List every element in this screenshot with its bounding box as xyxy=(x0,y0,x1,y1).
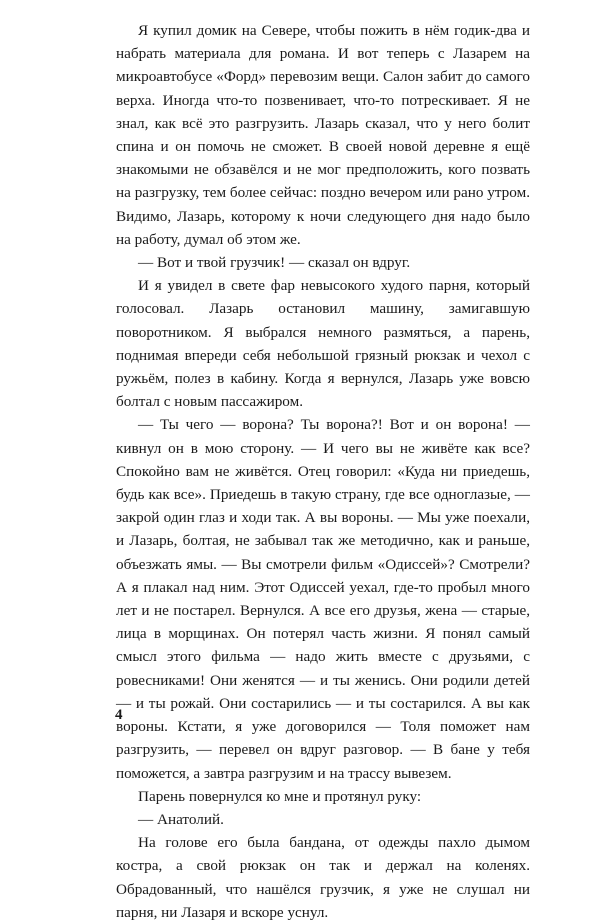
paragraph-name: — Анатолий. xyxy=(138,810,224,828)
paragraph-lazar-monologue: — Ты чего — ворона? Ты ворона?! Вот и он ворона! — кивнул он в мою сторону. — И чего вы не живёте как все? Спокойно вам не живётся. Отец говорил: «Куда ни приедешь, будь как все». Приедешь в такую страну, где все одноглазые, — закрой один глаз и ходи так. А вы вороны. — Мы уже поехали, и Лазарь, болтая, не забывал так же методично, как и раньше, объезжать ямы. — Вы смотрели фильм «Одиссей»? Смотрели? А я плакал над ним. Этот Одиссей уехал, где-то пробыл много лет и не постарел. Вернулся. А все его друзья, жена — старые, лица в морщинах. Он потерял часть жизни. Я понял самый смысл этого фильма — надо жить вместе с друзьями, с ровесниками! Они женятся — и ты женись. Они родили детей — и ты рожай. Они состарились — и ты состарился. А вы как вороны. Кстати, я уже договорился — Толя поможет нам разгрузить, — перевел он вдруг разговор. — В бане у тебя поможется, а завтра разгрузим и на трассу вывезем. xyxy=(116,416,530,782)
paragraph-hitchhiker: И я увидел в свете фар невысокого худого парня, который голосовал. Лазарь остановил машину, замигавшую поворотником. Я выбрался немного размяться, а парень, поднимая впереди себя небольшой грязный рюкзак и чехол с ружьём, полез в кабину. Когда я вернулся, Лазарь уже вовсю болтал с новым пассажиром. xyxy=(116,277,530,411)
paragraph-loader-remark: — Вот и твой грузчик! — сказал он вдруг. xyxy=(138,254,411,272)
page-number: 4 xyxy=(115,707,123,723)
paragraph-falls-asleep: На голове его была бандана, от одежды пахло дымом костра, а свой рюкзак он так и держал на коленях. Обрадованный, что нашёлся грузчик, я уже не слушал ни парня, ни Лазаря и вскоре уснул. xyxy=(116,834,530,921)
paragraph-arrival: Я купил домик на Севере, чтобы пожить в нём годик-два и набрать материала для романа. И вот теперь с Лазарем на микроавтобусе «Форд» перевозим вещи. Салон забит до самого верха. Иногда что-то позвенивает, что-то потрескивает. Я не знал, как всё это разгрузить. Лазарь сказал, что у него болит спина и он помочь не сможет. В своей новой деревне я ещё знакомыми не обзавёлся и не мог предположить, кого позвать на разгрузку, тем более сейчас: поздно вечером или рано утром. Видимо, Лазарь, которому к ночи следующего дня надо было на работу, думал об этом же. xyxy=(116,22,530,248)
paragraph-handshake: Парень повернулся ко мне и протянул руку: xyxy=(138,787,422,805)
page-text xyxy=(116,19,530,924)
